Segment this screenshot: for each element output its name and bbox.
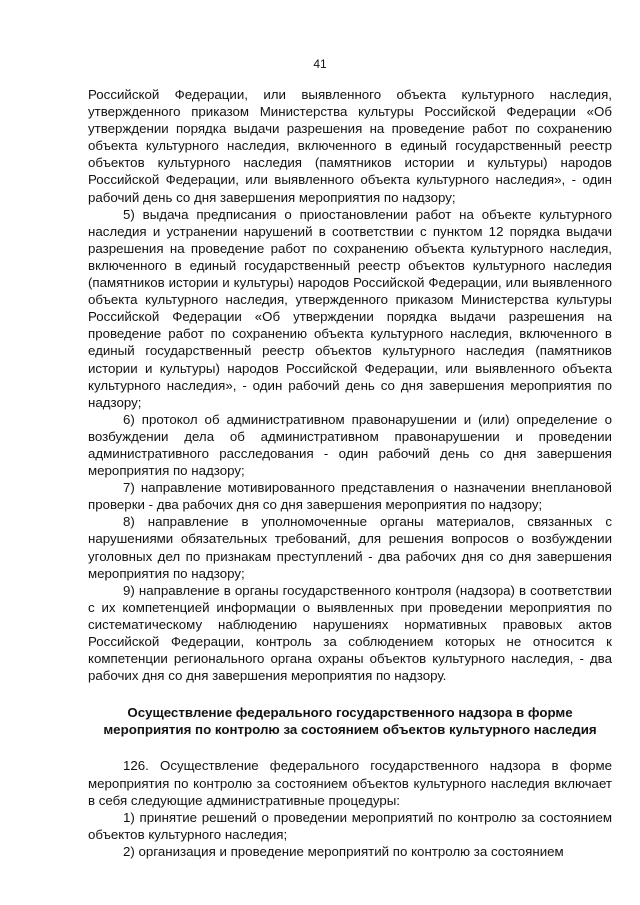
paragraph-126: 126. Осуществление федерального государственного надзора в форме мероприятия по контролю за состоянием объектов культурного наследия включает в себя следующие административные процедуры: [88,758,612,808]
page-number: 41 [313,57,327,71]
page-content [88,86,612,860]
paragraph-procedure-1: 1) принятие решений о проведении мероприятий по контролю за состоянием объектов культурного наследия; [88,809,612,842]
paragraph-continuation: Российской Федерации, или выявленного объекта культурного наследия, утвержденного приказом Министерства культуры Российской Федерации «Об утверждении порядка выдачи разрешения на проведение работ по сохранению объекта культурного наследия, включенного в единый государственный реестр объектов культурного наследия (памятников истории и культуры) народов Российской Федерации, или выявленного объекта культурного наследия», - один рабочий день со дня завершения мероприятия по надзору; [88,87,612,205]
paragraph-item-9: 9) направление в органы государственного контроля (надзора) в соответствии с их компетенцией информации о выявленных при проведении мероприятия по систематическому наблюдению нарушениях нормативных правовых актов Российской Федерации, контроль за соблюдением которых не относится к компетенции регионального органа охраны объектов культурного наследия, - два рабочих дня со дня завершения мероприятия по надзору. [88,582,612,684]
section-heading-line-2: мероприятия по контролю за состоянием объектов культурного наследия [103,722,597,738]
section-heading-line-1: Осуществление федерального государственного надзора в форме [127,705,573,721]
paragraph-item-6: 6) протокол об административном правонарушении и (или) определение о возбуждении дела об административном правонарушении и проведении административного расследования - один рабочий день со дня завершения мероприятия по надзору; [88,411,612,479]
paragraph-item-5: 5) выдача предписания о приостановлении работ на объекте культурного наследия и устранении нарушений в соответствии с пунктом 12 порядка выдачи разрешения на проведение работ по сохранению объекта культурного наследия, включенного в единый государственный реестр объектов культурного наследия (памятников истории и культуры) народов Российской Федерации, или выявленного объекта культурного наследия, утвержденного приказом Министерства культуры Российской Федерации «Об утверждении порядка выдачи разрешения на проведение работ по сохранению объекта культурного наследия, включенного в единый государственный реестр объектов культурного наследия (памятников истории и культуры) народов Российской Федерации, или выявленного объекта культурного наследия», - один рабочий день со дня завершения мероприятия по надзору; [88,206,612,410]
paragraph-item-8: 8) направление в уполномоченные органы материалов, связанных с нарушениями обязательных требований, для решения вопросов о возбуждении уголовных дел по признакам преступлений - два рабочих дня со дня завершения мероприятия по надзору; [88,514,612,581]
paragraph-item-7: 7) направление мотивированного представления о назначении внеплановой проверки - два рабочих дня со дня завершения мероприятия по надзору; [88,480,612,513]
paragraph-procedure-2: 2) организация и проведение мероприятий по контролю за состоянием [123,843,564,859]
section-heading [88,704,612,738]
